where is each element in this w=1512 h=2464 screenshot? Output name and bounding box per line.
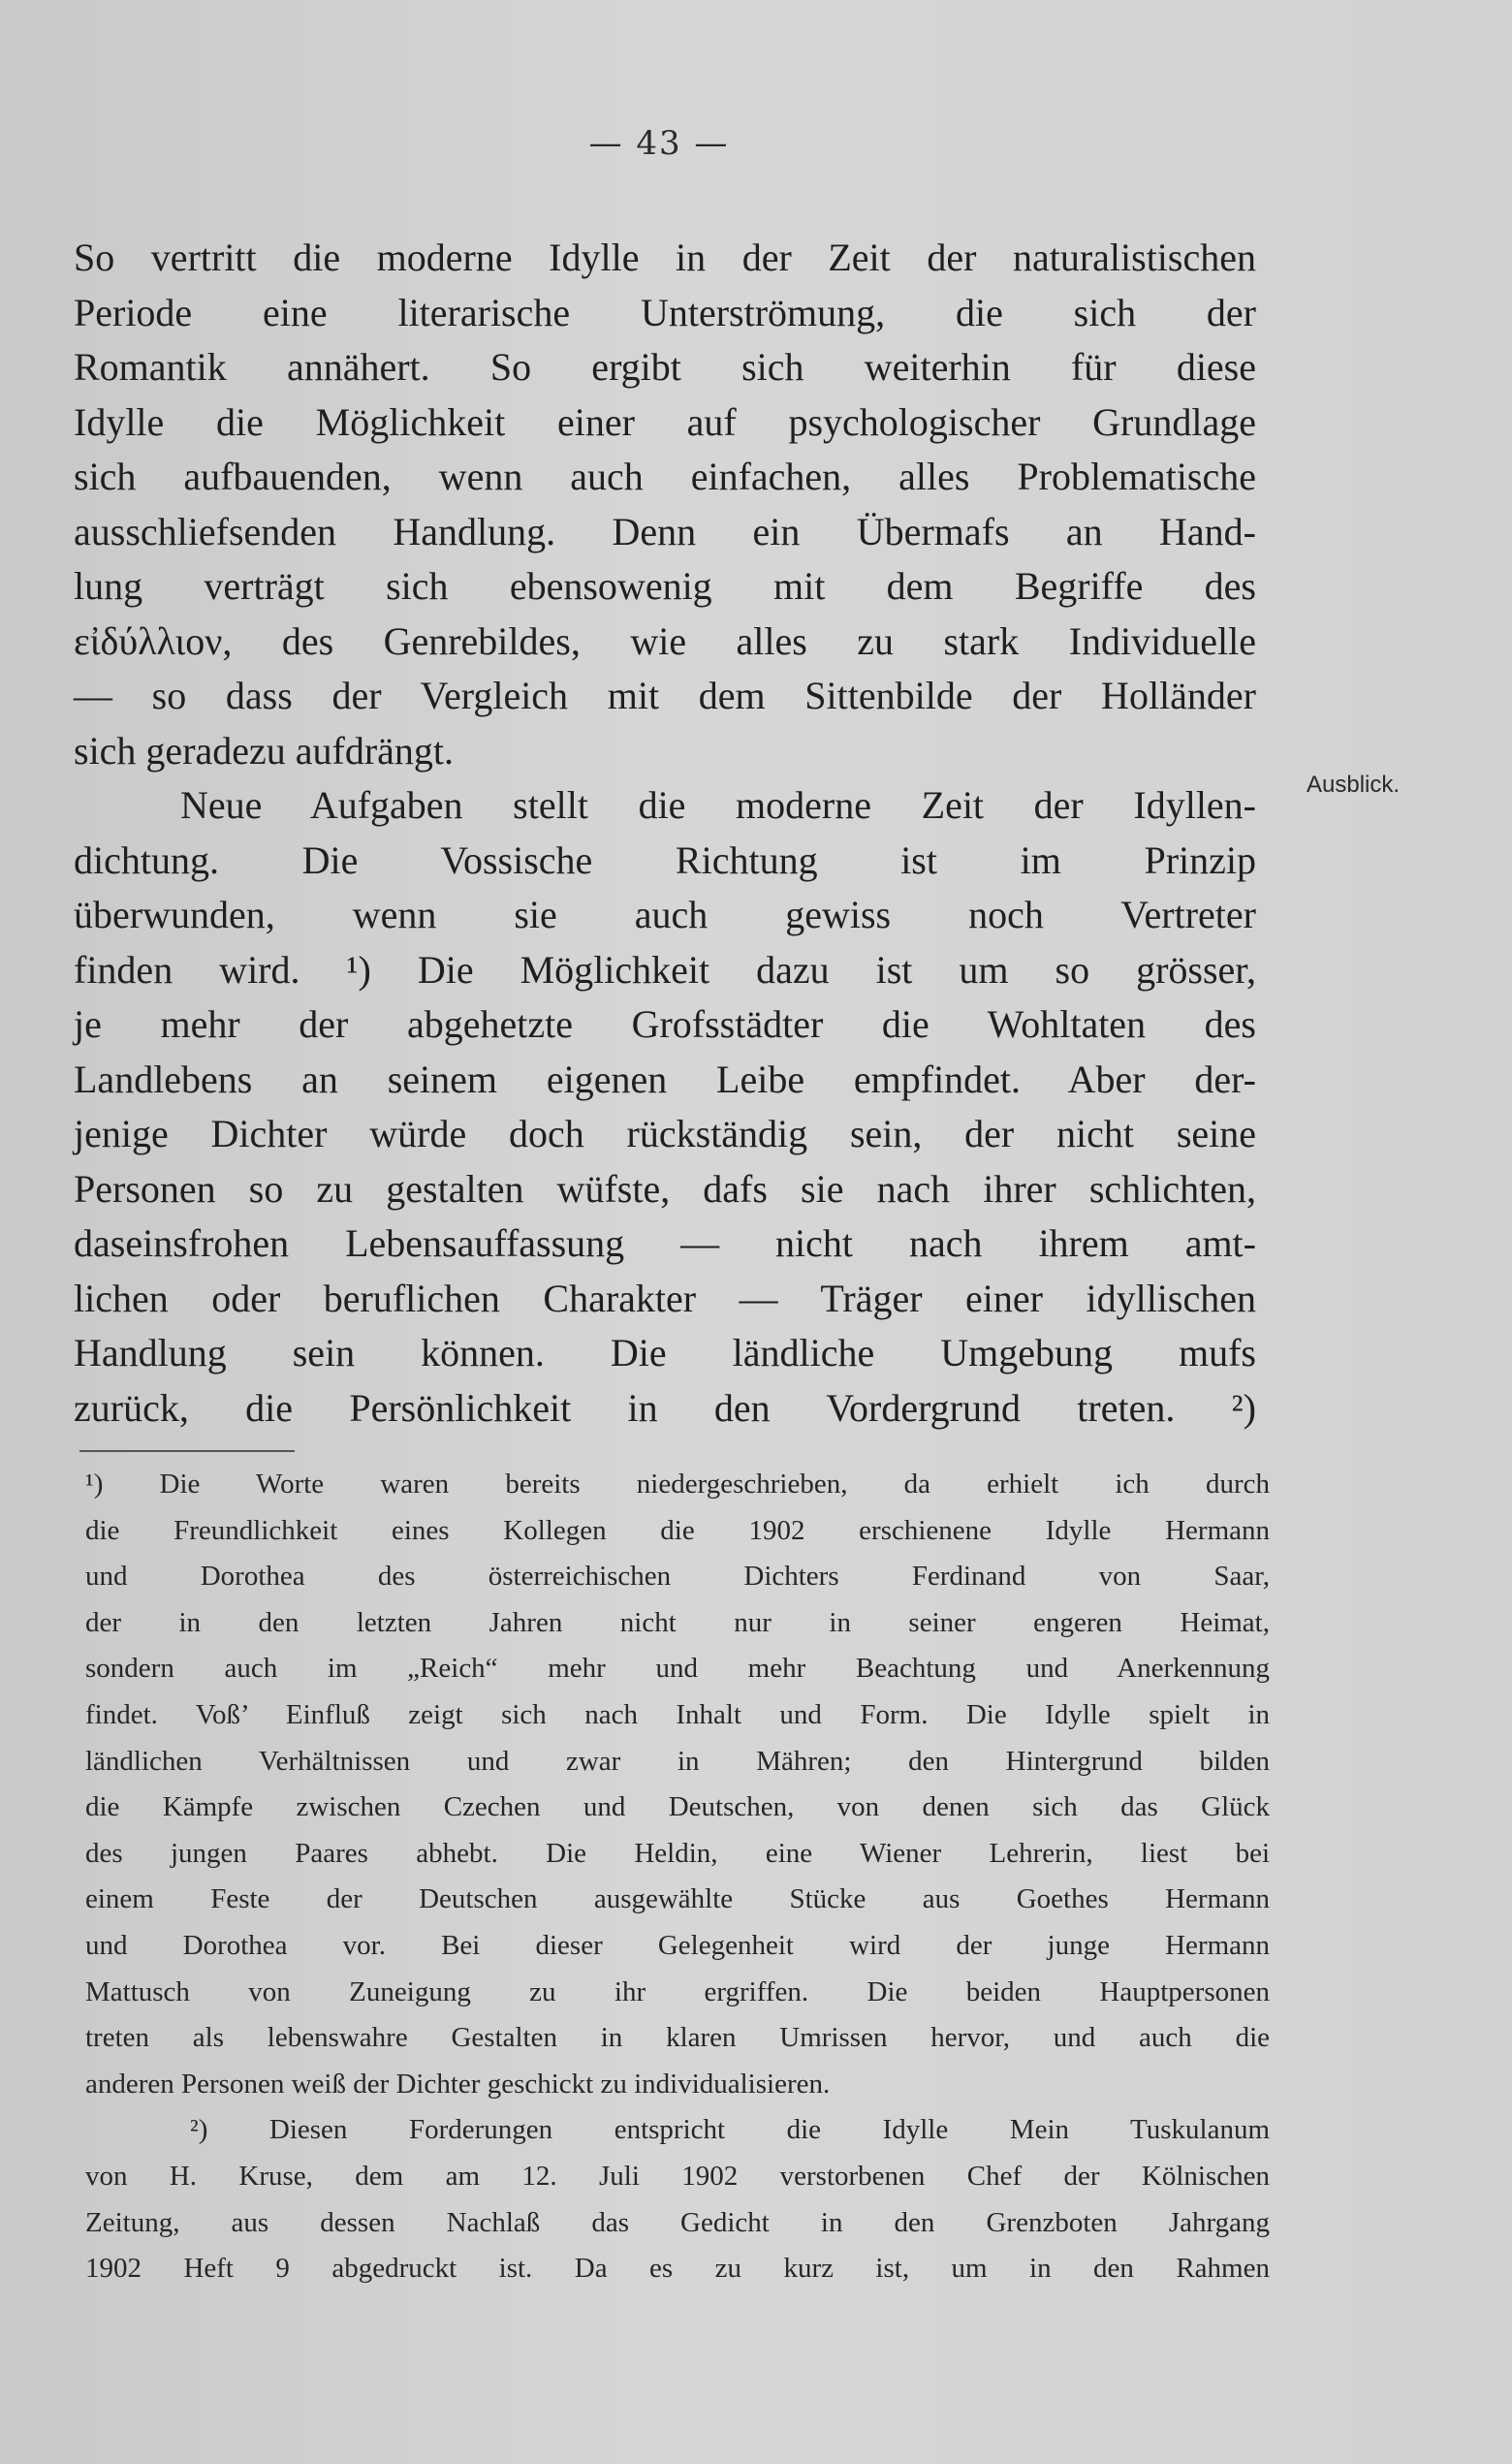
- body-line: dichtung. Die Vossische Richtung ist im Prinzip: [74, 837, 1256, 882]
- footnote-line: 1902 Heft 9 abgedruckt ist. Da es zu kurz ist, um in den Rahmen: [85, 2253, 1270, 2285]
- body-line: überwunden, wenn sie auch gewiss noch Vertreter: [74, 893, 1256, 936]
- footnote-line: und Dorothea vor. Bei dieser Gelegenheit wird der junge Hermann: [85, 1929, 1270, 1961]
- footnote-line: einem Feste der Deutschen ausgewählte Stücke aus Goethes Hermann: [85, 1883, 1270, 1915]
- body-line: Handlung sein können. Die ländliche Umgebung mufs: [74, 1331, 1256, 1374]
- footnote-line: die Freundlichkeit eines Kollegen die 1902 erschienene Idylle Hermann: [85, 1514, 1270, 1546]
- body-line: εἰδύλλιον, des Genrebildes, wie alles zu stark Individuelle: [74, 618, 1256, 663]
- body-line: Personen so zu gestalten wüfste, dafs sie nach ihrer schlichten,: [74, 1166, 1256, 1211]
- body-line: finden wird. ¹) Die Möglichkeit dazu ist um so grösser,: [74, 947, 1256, 992]
- page-number: — 43 —: [588, 124, 730, 163]
- footnote-line: des jungen Paares abhebt. Die Heldin, eine Wiener Lehrerin, liest bei: [85, 1837, 1270, 1869]
- body-line: je mehr der abgehetzte Grofsstädter die Wohltaten des: [74, 1002, 1256, 1046]
- body-line: So vertritt die moderne Idylle in der Zeit der naturalistischen: [74, 236, 1256, 279]
- body-line: zurück, die Persönlichkeit in den Vordergrund treten. ²): [74, 1385, 1256, 1430]
- footnote-line: Zeitung, aus dessen Nachlaß das Gedicht in den Grenzboten Jahrgang: [85, 2206, 1270, 2238]
- footnote-line: ²) Diesen Forderungen entspricht die Idylle Mein Tuskulanum: [190, 2114, 1270, 2146]
- footnotes: [85, 1462, 1270, 2292]
- footnote-line: von H. Kruse, dem am 12. Juli 1902 verstorbenen Chef der Kölnischen: [85, 2160, 1270, 2192]
- body-line: Landlebens an seinem eigenen Leibe empfindet. Aber der-: [74, 1057, 1256, 1101]
- body-line: Neue Aufgaben stellt die moderne Zeit der Idyllen-: [180, 783, 1256, 827]
- footnote-line: findet. Voß’ Einfluß zeigt sich nach Inhalt und Form. Die Idylle spielt in: [85, 1698, 1270, 1730]
- body-line: ausschliefsenden Handlung. Denn ein Übermafs an Hand-: [74, 509, 1256, 553]
- footnote-line: ländlichen Verhältnissen und zwar in Mähren; den Hintergrund bilden: [85, 1745, 1270, 1777]
- main-text: [74, 231, 1256, 1436]
- footnote-line: der in den letzten Jahren nicht nur in seiner engeren Heimat,: [85, 1606, 1270, 1638]
- body-line: sich aufbauenden, wenn auch einfachen, alles Problematische: [74, 455, 1256, 498]
- footnote-line: anderen Personen weiß der Dichter geschickt zu individualisieren.: [85, 2068, 831, 2100]
- body-line: — so dass der Vergleich mit dem Sittenbilde der Holländer: [74, 674, 1256, 717]
- body-line: sich geradezu aufdrängt.: [74, 728, 455, 773]
- footnote-line: sondern auch im „Reich“ mehr und mehr Beachtung und Anerkennung: [85, 1653, 1270, 1685]
- body-line: lung verträgt sich ebensowenig mit dem Begriffe des: [74, 564, 1256, 608]
- footnote-line: ¹) Die Worte waren bereits niedergeschrieben, da erhielt ich durch: [85, 1469, 1270, 1500]
- body-line: jenige Dichter würde doch rückständig sein, der nicht seine: [74, 1112, 1256, 1155]
- footnote-line: und Dorothea des österreichischen Dichters Ferdinand von Saar,: [85, 1561, 1270, 1593]
- body-line: lichen oder beruflichen Charakter — Träger einer idyllischen: [74, 1276, 1256, 1320]
- footnote-line: Mattusch von Zuneigung zu ihr ergriffen. Die beiden Hauptpersonen: [85, 1975, 1270, 2007]
- body-line: Periode eine literarische Unterströmung, die sich der: [74, 290, 1256, 334]
- body-line: Idylle die Möglichkeit einer auf psychologischer Grundlage: [74, 399, 1256, 444]
- footnote-line: die Kämpfe zwischen Czechen und Deutschen, von denen sich das Glück: [85, 1791, 1270, 1823]
- footnote-line: treten als lebenswahre Gestalten in klaren Umrissen hervor, und auch die: [85, 2022, 1270, 2054]
- body-line: daseinsfrohen Lebensauffassung — nicht nach ihrem amt-: [74, 1221, 1256, 1265]
- body-line: Romantik annähert. So ergibt sich weiterhin für diese: [74, 345, 1256, 389]
- margin-note: Ausblick.: [1307, 772, 1401, 798]
- footnote-divider: [79, 1450, 295, 1452]
